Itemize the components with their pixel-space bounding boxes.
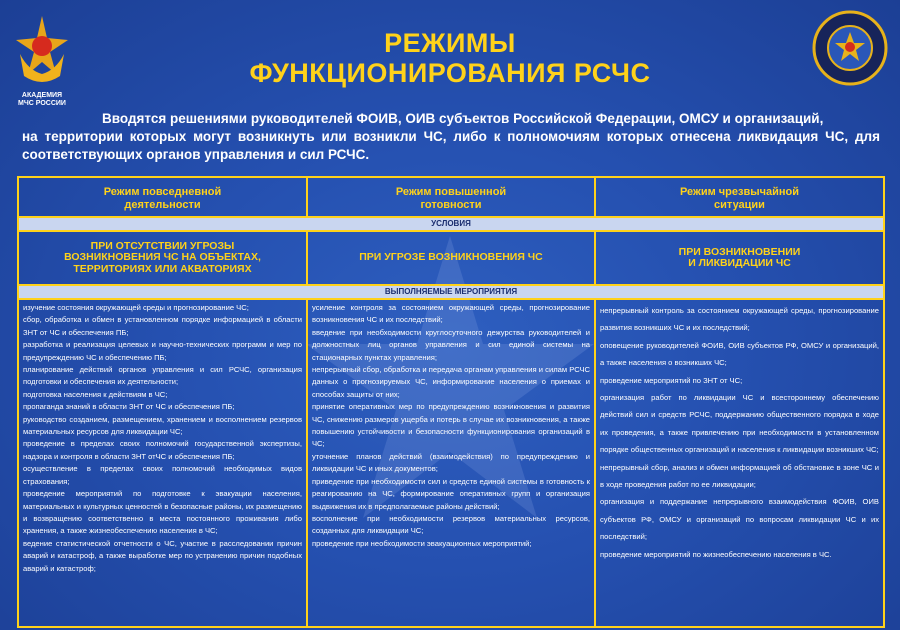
measure-item: усиление контроля за состоянием окружающей среды, прогнозирование возникновения ЧС и их последствий; [312,303,590,325]
measure-item: проведение мероприятий по ЗНТ от ЧС; [600,375,743,385]
measure-item: принятие оперативных мер по предупреждению возникновения и развития ЧС, снижению размеров ущерба и потерь в случае их возникновения, а также повышению устойчивости и безопасности функционирования организаций в ЧС; [312,402,590,449]
condition-daily: ПРИ ОТСУТСТВИИ УГРОЗЫ ВОЗНИКНОВЕНИЯ ЧС НА ОБЪЕКТАХ, ТЕРРИТОРИЯХ ИЛИ АКВАТОРИЯХ [18,231,307,285]
measure-item: проведение при необходимости эвакуационных мероприятий; [312,538,532,548]
academy-caption: АКАДЕМИЯ МЧС РОССИИ [18,92,66,107]
measure-item: непрерывный сбор, обработка и передача органам управления и силам РСЧС данных о прогнозируемых ЧС, информирование населения о приемах и способах защиты от них; [312,365,590,399]
regimes-table [17,176,885,628]
measure-item: организация и поддержание непрерывного взаимодействия ФОИВ, ОИВ субъектов РФ, ОМСУ и организаций по вопросам ликвидации ЧС и их последствий; [600,497,879,542]
measure-item: оповещение руководителей ФОИВ, ОИВ субъектов РФ, ОМСУ и организаций, а также населения о возникших ЧС; [600,340,879,368]
intro-rest: на территории которых могут возникнуть или возникли ЧС, либо к полномочиям которых отнесена ликвидация ЧС, для соответствующих органов управления и сил РСЧС. [22,129,880,162]
measure-item: пропаганда знаний в области ЗНТ от ЧС и обеспечения ПБ; [23,402,235,412]
measure-item: уточнение планов действий (взаимодействия) по предупреждению и ликвидации ЧС и иных документов; [312,451,590,474]
measure-item: ведение статистической отчетности о ЧС, участие в расследовании причин аварий и катастроф, а также выработке мер по устранению причин подобных аварий и катастроф; [23,538,302,573]
measures-band: ВЫПОЛНЯЕМЫЕ МЕРОПРИЯТИЯ [18,285,884,299]
header-high-alert-regime: Режим повышенной готовности [307,177,595,217]
measure-item: восполнение при необходимости резервов материальных ресурсов, созданных для ликвидации ЧС; [312,513,590,536]
measures-row [18,299,884,627]
measure-item: планирование действий органов управления и сил РСЧС, организация подготовки и обеспечения их деятельности; [23,365,302,387]
table-header-row [18,177,884,217]
measure-item: разработка и реализация целевых и научно-технических программ и мер по предупреждению ЧС и обеспечению ПБ; [23,340,302,362]
measures-high-alert [307,299,595,627]
header-daily-regime: Режим повседневной деятельности [18,177,307,217]
measure-item: подготовка населения к действиям в ЧС; [23,389,168,399]
condition-emergency: ПРИ ВОЗНИКНОВЕНИИ И ЛИКВИДАЦИИ ЧС [595,231,884,285]
measure-item: введение при необходимости круглосуточного дежурства руководителей и должностных лиц органов управления и сил единой системы на стационарных пунктах управления; [312,327,590,362]
measure-item: приведение при необходимости сил и средств единой системы в готовность к реагированию на ЧС, формирование оперативных групп и организация выдвижения их в предполагаемые районы действий; [312,476,590,511]
measures-emergency [595,299,884,627]
measure-item: изучение состояния окружающей среды и прогнозирование ЧС; [23,303,249,312]
measure-item: проведение мероприятий по жизнеобеспечению населения в ЧС. [600,549,832,559]
measure-item: осуществление в пределах своих полномочий необходимых видов страхования; [23,464,302,486]
measure-item: непрерывный сбор, анализ и обмен информацией об обстановке в зоне ЧС и в ходе проведения работ по ее ликвидации; [600,462,879,490]
measure-item: сбор, обработка и обмен в установленном порядке информацией в области ЗНТ от ЧС и обеспечения ПБ; [23,315,302,337]
measure-item: организация работ по ликвидации ЧС и всестороннему обеспечению действий сил и средств РСЧС, поддержанию общественного порядка в ходе их проведения, а также привлечению при необходимости в установленном порядке общественных организаций и населения к ликвидации возникших ЧС; [600,393,879,455]
measure-item: руководство созданием, размещением, хранением и восполнением резервов материальных ресурсов для ликвидации ЧС; [23,414,302,437]
conditions-band: УСЛОВИЯ [18,217,884,231]
intro-paragraph [22,110,880,164]
conditions-row [18,231,884,285]
intro-line1: Вводятся решениями руководителей ФОИВ, ОИВ субъектов Российской Федерации, ОМСУ и организаций, [102,111,824,126]
measure-item: проведение в пределах своих полномочий государственной экспертизы, надзора и контроля в области ЗНТ отЧС и обеспечения ПБ; [23,439,302,461]
measure-item: непрерывный контроль за состоянием окружающей среды, прогнозирование развития возникших ЧС и их последствий; [600,306,879,333]
measure-item: проведение мероприятий по подготовке к эвакуации населения, материальных и культурных ценностей в безопасные районы, их размещению и возвращению соответственно в места постоянного проживания либо хранения, а также жизнеобеспечению населения в ЧС; [23,489,302,536]
page-title-line1: РЕЖИМЫ [384,28,516,58]
measures-daily [18,299,307,627]
header-emergency-regime: Режим чрезвычайной ситуации [595,177,884,217]
page-title-line2: ФУНКЦИОНИРОВАНИЯ РСЧС [249,58,651,88]
condition-high-alert: ПРИ УГРОЗЕ ВОЗНИКНОВЕНИЯ ЧС [307,231,595,285]
